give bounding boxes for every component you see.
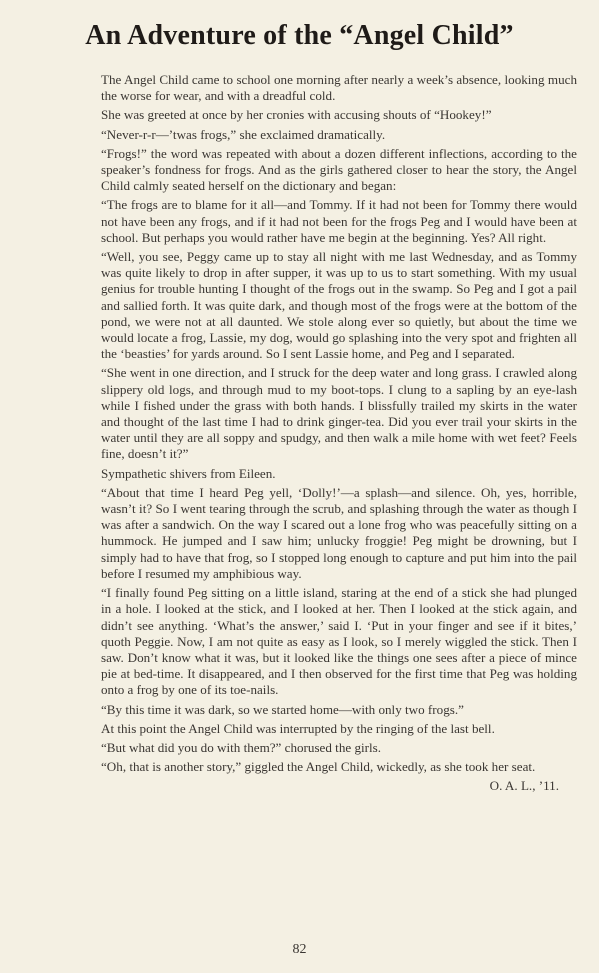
paragraph: “Frogs!” the word was repeated with about a dozen different inflections, according to the speaker’s fondness for frogs. And as the girls gathered closer to hear the story, the Angel Child calmly seated herself on the dictionary and began: xyxy=(101,145,577,194)
page-number: 82 xyxy=(292,942,307,957)
paragraph: Sympathetic shivers from Eileen. xyxy=(101,465,276,481)
story-body xyxy=(101,72,577,795)
paragraph: “She went in one direction, and I struck for the deep water and long grass. I crawled along slippery old logs, and through mud to my boot-tops. I clung to a sapling by an eye-lash while I fished under the grass with both hands. I blissfully trailed my skirts in the water and thought of the last time I had to drink ginger-tea. Did you ever trail your skirts in the water until they are all soppy and spudgy, and then walk a mile home with wet feet? Feels fine, doesn’t it?” xyxy=(101,365,577,462)
paragraph: “Oh, that is another story,” giggled the Angel Child, wickedly, as she took her seat. xyxy=(101,759,536,775)
paragraph: The Angel Child came to school one morning after nearly a week’s absence, looking much the worse for wear, and with a dreadful cold. xyxy=(101,72,577,104)
paragraph: “I finally found Peg sitting on a little island, staring at the end of a stick she had plunged in a hole. I looked at the stick, and I looked at her. Then I looked at the stick again, and didn’t see anything. ‘What’s the answer,’ said I. ‘Put in your finger and see if it bites,’ quoth Peggie. Now, I am not quite as easy as I look, so I merely wiggled the stick. Then I saw. Don’t know what it was, but it looked like the things one sees after a piece of mince pie at bed-time. It disappeared, and I then observed for the first time that Peg was holding onto a frog by one of its toe-nails. xyxy=(101,585,577,698)
page-title: An Adventure of the “Angel Child” xyxy=(85,20,514,51)
paragraph: “The frogs are to blame for it all—and Tommy. If it had not been for Tommy there would not have been any frogs, and if it had not been for the frogs Peg and I would have been at school. But perhaps you would rather have me begin at the beginning. Yes? All right. xyxy=(101,197,577,245)
paragraph: “By this time it was dark, so we started home—with only two frogs.” xyxy=(101,701,464,717)
paragraph: At this point the Angel Child was interrupted by the ringing of the last bell. xyxy=(101,720,495,736)
paragraph: “Never-r-r—’twas frogs,” she exclaimed dramatically. xyxy=(101,126,386,142)
paragraph: She was greeted at once by her cronies with accusing shouts of “Hookey!” xyxy=(101,107,492,123)
paragraph: “But what did you do with them?” chorused the girls. xyxy=(101,739,382,755)
paragraph: “About that time I heard Peg yell, ‘Dolly!’—a splash—and silence. Oh, yes, horrible, wasn’t it? So I went tearing through the scrub, and splashing through the water as though I was after a sandwich. On the way I scared out a lone frog who was peacefully sitting on a hummock. He jumped and I saw him; unlucky froggie! Peg might be drowning, but I simply had to have that frog, so I stopped long enough to capture and put him into the pail before I resumed my amphibious way. xyxy=(101,484,577,581)
signature-row xyxy=(101,778,577,794)
signature: O. A. L., ’11. xyxy=(489,778,559,794)
paragraph: “Well, you see, Peggy came up to stay all night with me last Wednesday, and as Tommy was quite likely to drop in after supper, it was up to us to start something. With my usual genius for trouble hunting I thought of the frogs out in the swamp. So Peg and I got a pail and sallied forth. It was quite dark, and though most of the frogs were at the bottom of the pond, we were not at all daunted. We stole along ever so quietly, but about the time we would locate a frog, Lassie, my dog, would go splashing into the very spot and frighten all the ‘beasties’ for yards around. So I sent Lassie home, and Peg and I separated. xyxy=(101,249,577,362)
